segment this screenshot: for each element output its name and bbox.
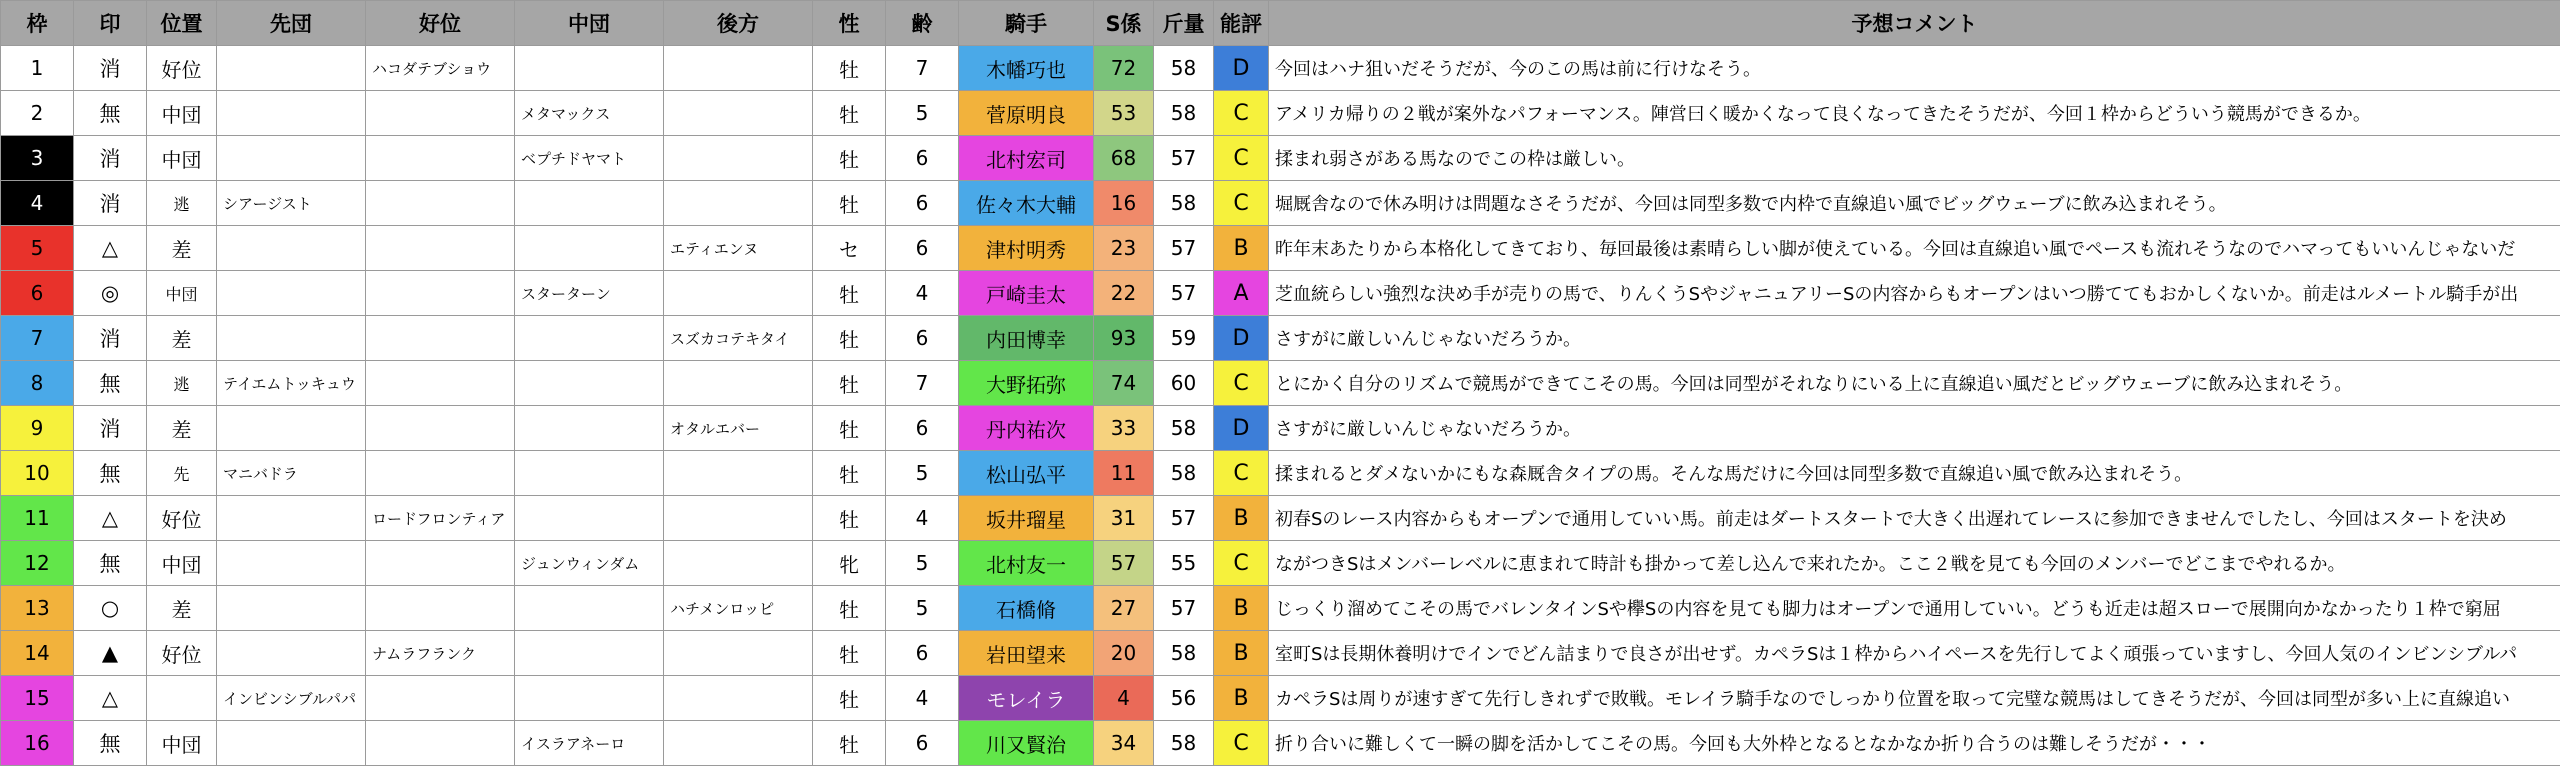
header-mark: 印 — [74, 1, 147, 46]
sex-cell: セ — [813, 226, 886, 271]
sex-cell: 牡 — [813, 676, 886, 721]
age-cell: 5 — [886, 91, 959, 136]
sex-cell: 牡 — [813, 271, 886, 316]
koui-cell — [366, 406, 515, 451]
comment-cell: 室町Sは長期休養明けでインでどん詰まりで良さが出せず。カペラSは１枠からハイペースを先行してよく頑張っていますし、今回人気のインビンシブルパ — [1269, 631, 2560, 676]
waku-cell: 13 — [1, 586, 74, 631]
table-row — [1, 91, 2560, 136]
rating-cell: B — [1214, 631, 1269, 676]
rating-cell: C — [1214, 91, 1269, 136]
sendan-cell: マニバドラ — [217, 451, 366, 496]
position-cell: 逃 — [147, 181, 217, 226]
weight-cell: 58 — [1154, 631, 1214, 676]
sendan-cell — [217, 316, 366, 361]
koho-cell — [664, 721, 813, 766]
weight-cell: 56 — [1154, 676, 1214, 721]
header-rating: 能評 — [1214, 1, 1269, 46]
s-coef-cell: 72 — [1094, 46, 1154, 91]
s-coef-cell: 16 — [1094, 181, 1154, 226]
waku-cell: 2 — [1, 91, 74, 136]
jockey-cell: 木幡巧也 — [959, 46, 1094, 91]
header-koho: 後方 — [664, 1, 813, 46]
weight-cell: 58 — [1154, 721, 1214, 766]
position-cell — [147, 676, 217, 721]
jockey-cell: 北村友一 — [959, 541, 1094, 586]
position-cell: 逃 — [147, 361, 217, 406]
waku-cell: 14 — [1, 631, 74, 676]
s-coef-cell: 23 — [1094, 226, 1154, 271]
koui-cell — [366, 676, 515, 721]
waku-cell: 10 — [1, 451, 74, 496]
koho-cell: ハチメンロッピ — [664, 586, 813, 631]
chudan-cell — [515, 181, 664, 226]
header-waku: 枠 — [1, 1, 74, 46]
koho-cell — [664, 181, 813, 226]
comment-cell: とにかく自分のリズムで競馬ができてこその馬。今回は同型がそれなりにいる上に直線追い風だとビッグウェーブに飲み込まれそう。 — [1269, 361, 2560, 406]
jockey-cell: 坂井瑠星 — [959, 496, 1094, 541]
sendan-cell — [217, 586, 366, 631]
comment-cell: 揉まれるとダメないかにもな森厩舎タイプの馬。そんな馬だけに今回は同型多数で直線追い風で飲み込まれそう。 — [1269, 451, 2560, 496]
koho-cell — [664, 46, 813, 91]
rating-cell: C — [1214, 361, 1269, 406]
jockey-cell: 内田博幸 — [959, 316, 1094, 361]
header-s-coef: S係 — [1094, 1, 1154, 46]
header-sendan: 先団 — [217, 1, 366, 46]
waku-cell: 1 — [1, 46, 74, 91]
table-row — [1, 361, 2560, 406]
comment-cell: 今回はハナ狙いだそうだが、今のこの馬は前に行けなそう。 — [1269, 46, 2560, 91]
koho-cell — [664, 361, 813, 406]
s-coef-cell: 27 — [1094, 586, 1154, 631]
sendan-cell — [217, 721, 366, 766]
s-coef-cell: 53 — [1094, 91, 1154, 136]
header-age: 齢 — [886, 1, 959, 46]
waku-cell: 8 — [1, 361, 74, 406]
table-row — [1, 721, 2560, 766]
age-cell: 4 — [886, 271, 959, 316]
chudan-cell — [515, 406, 664, 451]
koho-cell: オタルエバー — [664, 406, 813, 451]
table-row — [1, 631, 2560, 676]
waku-cell: 16 — [1, 721, 74, 766]
koho-cell — [664, 631, 813, 676]
mark-cell: 消 — [74, 316, 147, 361]
s-coef-cell: 20 — [1094, 631, 1154, 676]
sendan-cell — [217, 406, 366, 451]
position-cell: 好位 — [147, 46, 217, 91]
mark-cell: △ — [74, 676, 147, 721]
weight-cell: 57 — [1154, 271, 1214, 316]
header-koui: 好位 — [366, 1, 515, 46]
age-cell: 4 — [886, 496, 959, 541]
header-comment: 予想コメント — [1269, 1, 2560, 46]
age-cell: 6 — [886, 721, 959, 766]
sendan-cell: シアージスト — [217, 181, 366, 226]
mark-cell: 無 — [74, 91, 147, 136]
jockey-cell: 松山弘平 — [959, 451, 1094, 496]
table-row — [1, 541, 2560, 586]
table-row — [1, 586, 2560, 631]
waku-cell: 5 — [1, 226, 74, 271]
jockey-cell: 菅原明良 — [959, 91, 1094, 136]
koho-cell — [664, 271, 813, 316]
mark-cell: ◎ — [74, 271, 147, 316]
comment-cell: 堀厩舎なので休み明けは問題なさそうだが、今回は同型多数で内枠で直線追い風でビッグウェーブに飲み込まれそう。 — [1269, 181, 2560, 226]
jockey-cell: 大野拓弥 — [959, 361, 1094, 406]
koui-cell — [366, 721, 515, 766]
koho-cell — [664, 676, 813, 721]
weight-cell: 58 — [1154, 451, 1214, 496]
sex-cell: 牡 — [813, 316, 886, 361]
waku-cell: 9 — [1, 406, 74, 451]
mark-cell: △ — [74, 496, 147, 541]
koui-cell — [366, 181, 515, 226]
koho-cell — [664, 136, 813, 181]
chudan-cell — [515, 451, 664, 496]
chudan-cell: イスラアネーロ — [515, 721, 664, 766]
sendan-cell — [217, 496, 366, 541]
s-coef-cell: 74 — [1094, 361, 1154, 406]
comment-cell: 揉まれ弱さがある馬なのでこの枠は厳しい。 — [1269, 136, 2560, 181]
rating-cell: C — [1214, 451, 1269, 496]
koui-cell — [366, 91, 515, 136]
koui-cell — [366, 136, 515, 181]
chudan-cell — [515, 496, 664, 541]
header-weight: 斤量 — [1154, 1, 1214, 46]
age-cell: 6 — [886, 136, 959, 181]
mark-cell: 消 — [74, 406, 147, 451]
jockey-cell: 石橋脩 — [959, 586, 1094, 631]
s-coef-cell: 34 — [1094, 721, 1154, 766]
sex-cell: 牡 — [813, 361, 886, 406]
waku-cell: 15 — [1, 676, 74, 721]
rating-cell: D — [1214, 406, 1269, 451]
koho-cell — [664, 541, 813, 586]
sex-cell: 牡 — [813, 631, 886, 676]
position-cell: 好位 — [147, 496, 217, 541]
koui-cell: ナムラフランク — [366, 631, 515, 676]
table-row — [1, 181, 2560, 226]
koui-cell: ハコダテブショウ — [366, 46, 515, 91]
header-jockey: 騎手 — [959, 1, 1094, 46]
position-cell: 中団 — [147, 721, 217, 766]
sex-cell: 牡 — [813, 136, 886, 181]
mark-cell: 消 — [74, 181, 147, 226]
s-coef-cell: 57 — [1094, 541, 1154, 586]
sendan-cell — [217, 271, 366, 316]
weight-cell: 57 — [1154, 226, 1214, 271]
weight-cell: 58 — [1154, 91, 1214, 136]
comment-cell: 昨年末あたりから本格化してきており、毎回最後は素晴らしい脚が使えている。今回は直線追い風でペースも流れそうなのでハマってもいいんじゃないだ — [1269, 226, 2560, 271]
koui-cell — [366, 271, 515, 316]
koui-cell — [366, 226, 515, 271]
comment-cell: 芝血統らしい強烈な決め手が売りの馬で、りんくうSやジャニュアリーSの内容からもオープンはいつ勝ててもおかしくないか。前走はルメートル騎手が出 — [1269, 271, 2560, 316]
chudan-cell: ジュンウィンダム — [515, 541, 664, 586]
weight-cell: 55 — [1154, 541, 1214, 586]
mark-cell: △ — [74, 226, 147, 271]
waku-cell: 3 — [1, 136, 74, 181]
s-coef-cell: 22 — [1094, 271, 1154, 316]
jockey-cell: 津村明秀 — [959, 226, 1094, 271]
table-row — [1, 226, 2560, 271]
comment-cell: ながつきSはメンバーレベルに恵まれて時計も掛かって差し込んで来れたか。ここ２戦を見ても今回のメンバーでどこまでやれるか。 — [1269, 541, 2560, 586]
sex-cell: 牡 — [813, 451, 886, 496]
position-cell: 差 — [147, 226, 217, 271]
position-cell: 中団 — [147, 136, 217, 181]
rating-cell: B — [1214, 676, 1269, 721]
position-cell: 中団 — [147, 541, 217, 586]
chudan-cell — [515, 631, 664, 676]
chudan-cell: メタマックス — [515, 91, 664, 136]
sendan-cell: インビンシブルパパ — [217, 676, 366, 721]
rating-cell: C — [1214, 181, 1269, 226]
jockey-cell: 川又賢治 — [959, 721, 1094, 766]
koui-cell — [366, 541, 515, 586]
chudan-cell — [515, 226, 664, 271]
waku-cell: 6 — [1, 271, 74, 316]
sendan-cell — [217, 91, 366, 136]
mark-cell: 無 — [74, 721, 147, 766]
weight-cell: 57 — [1154, 586, 1214, 631]
jockey-cell: 佐々木大輔 — [959, 181, 1094, 226]
weight-cell: 58 — [1154, 46, 1214, 91]
sex-cell: 牡 — [813, 721, 886, 766]
waku-cell: 11 — [1, 496, 74, 541]
age-cell: 5 — [886, 451, 959, 496]
age-cell: 6 — [886, 631, 959, 676]
sex-cell: 牡 — [813, 496, 886, 541]
table-row — [1, 406, 2560, 451]
rating-cell: A — [1214, 271, 1269, 316]
weight-cell: 58 — [1154, 406, 1214, 451]
jockey-cell: 岩田望来 — [959, 631, 1094, 676]
weight-cell: 57 — [1154, 136, 1214, 181]
comment-cell: アメリカ帰りの２戦が案外なパフォーマンス。陣営曰く暖かくなって良くなってきたそうだが、今回１枠からどういう競馬ができるか。 — [1269, 91, 2560, 136]
s-coef-cell: 93 — [1094, 316, 1154, 361]
koho-cell — [664, 451, 813, 496]
waku-cell: 4 — [1, 181, 74, 226]
rating-cell: C — [1214, 136, 1269, 181]
koho-cell — [664, 496, 813, 541]
s-coef-cell: 68 — [1094, 136, 1154, 181]
age-cell: 4 — [886, 676, 959, 721]
mark-cell: 無 — [74, 541, 147, 586]
header-position: 位置 — [147, 1, 217, 46]
rating-cell: D — [1214, 46, 1269, 91]
jockey-cell: 戸崎圭太 — [959, 271, 1094, 316]
sex-cell: 牡 — [813, 46, 886, 91]
rating-cell: B — [1214, 496, 1269, 541]
sex-cell: 牡 — [813, 406, 886, 451]
mark-cell: 無 — [74, 361, 147, 406]
sex-cell: 牝 — [813, 541, 886, 586]
comment-cell: 折り合いに難しくて一瞬の脚を活かしてこその馬。今回も大外枠となるとなかなか折り合うのは難しそうだが・・・ — [1269, 721, 2560, 766]
position-cell: 中団 — [147, 91, 217, 136]
sendan-cell — [217, 136, 366, 181]
table-row — [1, 451, 2560, 496]
waku-cell: 7 — [1, 316, 74, 361]
weight-cell: 58 — [1154, 181, 1214, 226]
sendan-cell — [217, 631, 366, 676]
koui-cell — [366, 316, 515, 361]
rating-cell: C — [1214, 721, 1269, 766]
s-coef-cell: 11 — [1094, 451, 1154, 496]
comment-cell: 初春Sのレース内容からもオープンで通用していい馬。前走はダートスタートで大きく出遅れてレースに参加できませんでしたし、今回はスタートを決め — [1269, 496, 2560, 541]
position-cell: 差 — [147, 316, 217, 361]
comment-cell: さすがに厳しいんじゃないだろうか。 — [1269, 406, 2560, 451]
table-row — [1, 136, 2560, 181]
sendan-cell — [217, 46, 366, 91]
sex-cell: 牡 — [813, 181, 886, 226]
waku-cell: 12 — [1, 541, 74, 586]
mark-cell: 無 — [74, 451, 147, 496]
header-chudan: 中団 — [515, 1, 664, 46]
koho-cell: エティエンヌ — [664, 226, 813, 271]
mark-cell: 消 — [74, 46, 147, 91]
chudan-cell: スターターン — [515, 271, 664, 316]
sex-cell: 牡 — [813, 91, 886, 136]
age-cell: 6 — [886, 406, 959, 451]
header-row — [1, 1, 2560, 46]
s-coef-cell: 4 — [1094, 676, 1154, 721]
s-coef-cell: 31 — [1094, 496, 1154, 541]
chudan-cell — [515, 361, 664, 406]
sendan-cell — [217, 541, 366, 586]
sendan-cell: テイエムトッキュウ — [217, 361, 366, 406]
chudan-cell — [515, 46, 664, 91]
jockey-cell: 北村宏司 — [959, 136, 1094, 181]
comment-cell: カペラSは周りが速すぎて先行しきれずで敗戦。モレイラ騎手なのでしっかり位置を取って完璧な競馬はしてきそうだが、今回は同型が多い上に直線追い — [1269, 676, 2560, 721]
rating-cell: D — [1214, 316, 1269, 361]
age-cell: 7 — [886, 46, 959, 91]
position-cell: 差 — [147, 406, 217, 451]
weight-cell: 59 — [1154, 316, 1214, 361]
position-cell: 差 — [147, 586, 217, 631]
age-cell: 7 — [886, 361, 959, 406]
table-row — [1, 316, 2560, 361]
table-body — [1, 46, 2560, 766]
chudan-cell: ベプチドヤマト — [515, 136, 664, 181]
position-cell: 中団 — [147, 271, 217, 316]
comment-cell: さすがに厳しいんじゃないだろうか。 — [1269, 316, 2560, 361]
age-cell: 6 — [886, 181, 959, 226]
table-row — [1, 496, 2560, 541]
mark-cell: 消 — [74, 136, 147, 181]
position-cell: 先 — [147, 451, 217, 496]
koui-cell — [366, 586, 515, 631]
koui-cell — [366, 361, 515, 406]
rating-cell: B — [1214, 586, 1269, 631]
age-cell: 6 — [886, 316, 959, 361]
koui-cell: ロードフロンティア — [366, 496, 515, 541]
chudan-cell — [515, 586, 664, 631]
mark-cell: ▲ — [74, 631, 147, 676]
koui-cell — [366, 451, 515, 496]
chudan-cell — [515, 676, 664, 721]
sendan-cell — [217, 226, 366, 271]
koho-cell — [664, 91, 813, 136]
jockey-cell: 丹内祐次 — [959, 406, 1094, 451]
comment-cell: じっくり溜めてこその馬でバレンタインSや欅Sの内容を見ても脚力はオープンで通用していい。どうも近走は超スローで展開向かなかったり１枠で窮屈 — [1269, 586, 2560, 631]
koho-cell: スズカコテキタイ — [664, 316, 813, 361]
weight-cell: 60 — [1154, 361, 1214, 406]
table-row — [1, 271, 2560, 316]
table-row — [1, 676, 2560, 721]
table-row — [1, 46, 2560, 91]
jockey-cell: モレイラ — [959, 676, 1094, 721]
s-coef-cell: 33 — [1094, 406, 1154, 451]
mark-cell: ○ — [74, 586, 147, 631]
age-cell: 5 — [886, 541, 959, 586]
weight-cell: 57 — [1154, 496, 1214, 541]
rating-cell: B — [1214, 226, 1269, 271]
rating-cell: C — [1214, 541, 1269, 586]
position-cell: 好位 — [147, 631, 217, 676]
header-sex: 性 — [813, 1, 886, 46]
chudan-cell — [515, 316, 664, 361]
age-cell: 6 — [886, 226, 959, 271]
age-cell: 5 — [886, 586, 959, 631]
sex-cell: 牡 — [813, 586, 886, 631]
